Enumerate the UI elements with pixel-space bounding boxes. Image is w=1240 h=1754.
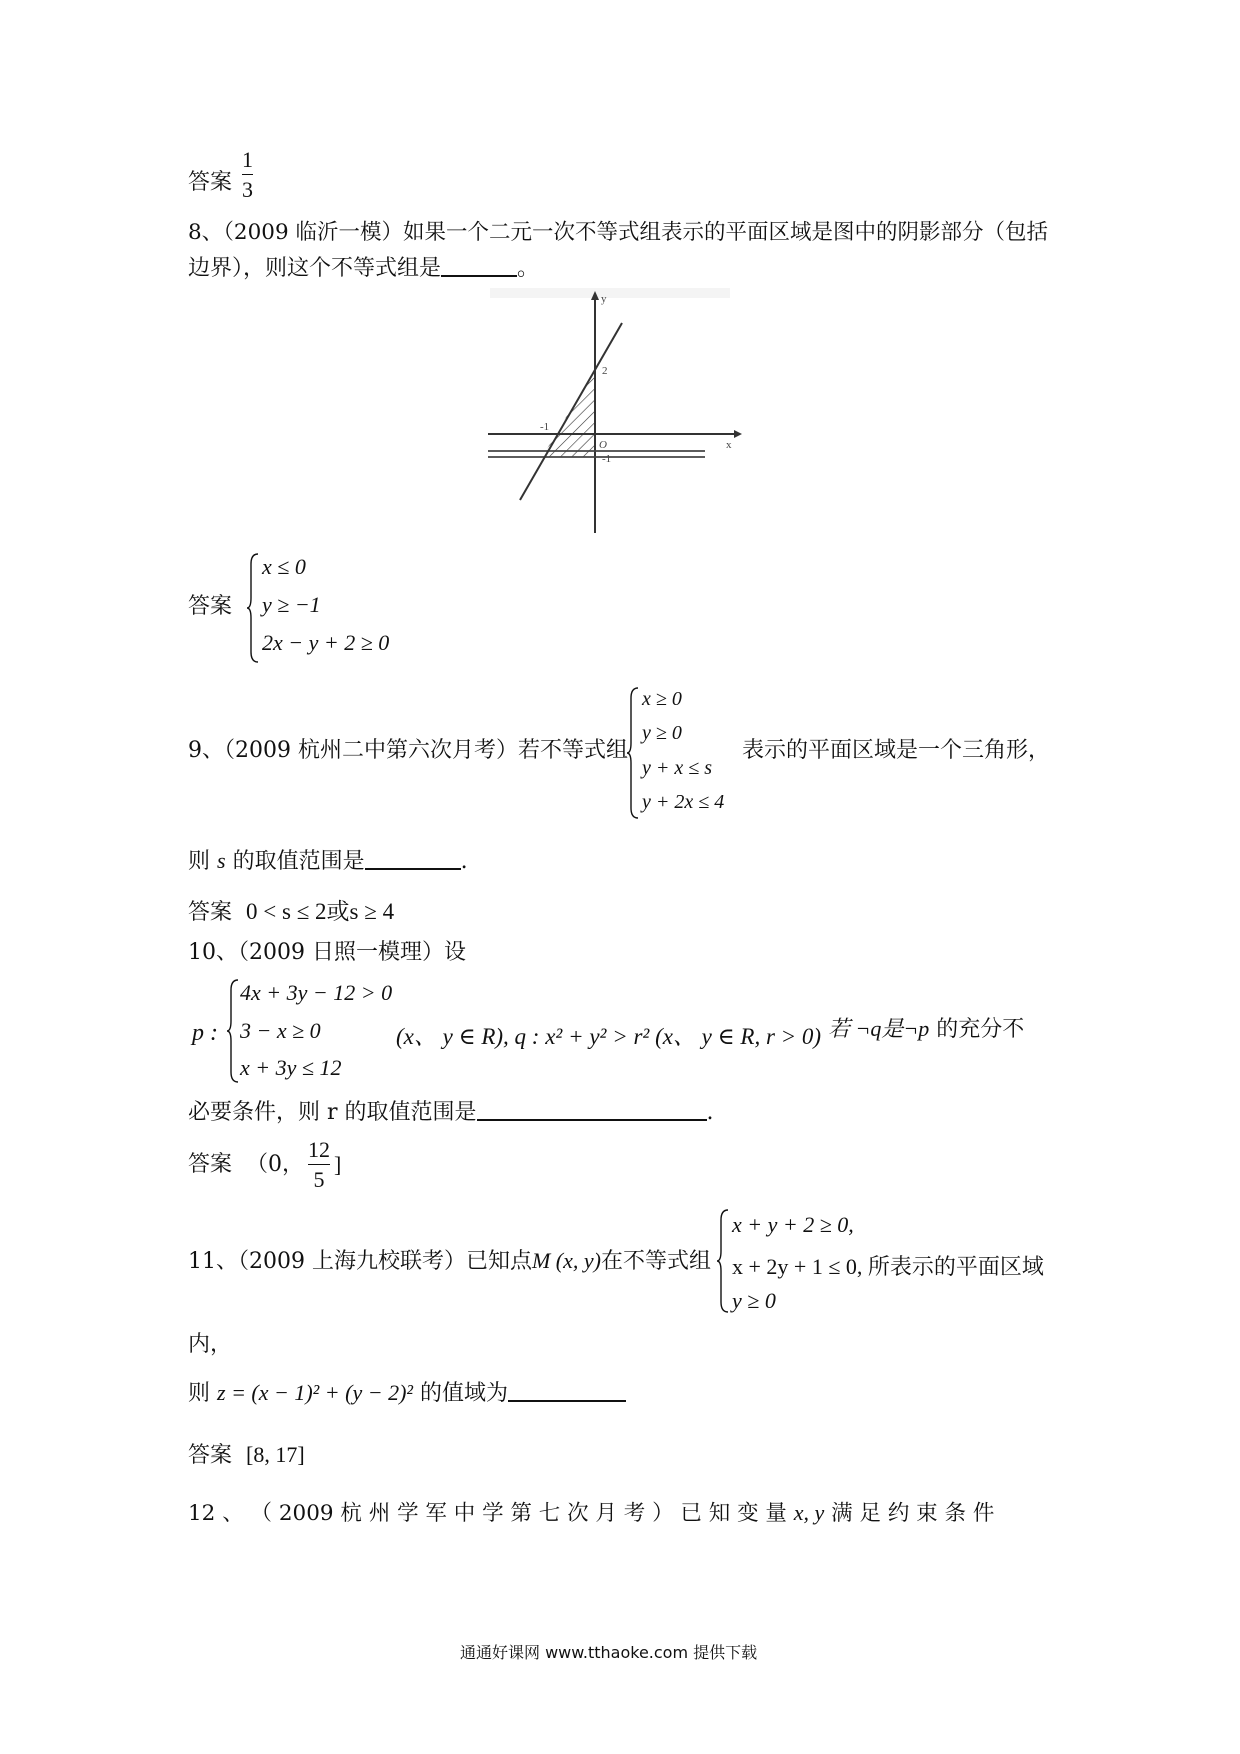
q11-sys-line2: x + 2y + 1 ≤ 0, 所表示的平面区域: [732, 1254, 1044, 1279]
q9-sys-line4: y + 2x ≤ 4: [642, 791, 725, 813]
graph-label-x: x: [726, 439, 732, 451]
graph-noise: [490, 288, 730, 298]
q10-condition: (x、 y ∈ R), q : x² + y² > r² (x、 y ∈ R, r > 0): [396, 1024, 822, 1049]
q10-answer-blank: [477, 1119, 707, 1121]
answer-9: 答案 0 < s ≤ 2或s ≥ 4: [188, 899, 395, 925]
q11-line3: 则 z = (x − 1)² + (y − 2)² 的值域为: [188, 1382, 626, 1405]
q9-answer-blank: [365, 868, 461, 870]
q11-brace: [716, 1208, 730, 1314]
q9-brace: [626, 686, 640, 820]
graph-label-origin: O: [599, 439, 607, 451]
q11-sys-line1: x + y + 2 ≥ 0,: [732, 1212, 854, 1237]
q8-answer-blank: [441, 275, 517, 277]
answer-8-label: 答案: [188, 594, 233, 619]
answer-7-label: 答案: [188, 170, 233, 195]
q10-sys-line1: 4x + 3y − 12 > 0: [240, 980, 393, 1005]
q12-text: 12 、 （ 2009 杭 州 学 军 中 学 第 七 次 月 考 ） 已 知 变 量 x, y 满 足 约 束 条 件: [188, 1500, 995, 1526]
q10-title: 10、（2009 日照一模理）设: [188, 940, 466, 965]
x-axis-arrow: [734, 430, 742, 438]
q11-line2: 内，: [188, 1332, 233, 1357]
graph-tick-neg1-x: -1: [540, 421, 550, 433]
q9-sys-line1: x ≥ 0: [642, 688, 682, 710]
answer-8-brace: [246, 552, 260, 664]
line-2x-y-2: [520, 323, 622, 500]
q10-condition-tail: 若 ¬q是¬p 的充分不: [828, 1016, 1025, 1042]
q9-text-line2: 则 s 的取值范围是 .: [188, 848, 468, 874]
graph-tick-neg1-y: -1: [602, 453, 612, 465]
answer-10: 答案 （0， $\frac{12}{5}$ ]: [188, 1137, 342, 1193]
q9-text-pre: 9、（2009 杭州二中第六次月考）若不等式组: [188, 738, 628, 763]
answer-7-fraction: $\frac{1}{3}$: [242, 147, 253, 203]
q10-sys-line2: 3 − x ≥ 0: [240, 1018, 321, 1043]
q10-sys-line3: x + 3y ≤ 12: [240, 1055, 342, 1080]
answer-8-line3: 2x − y + 2 ≥ 0: [262, 630, 390, 655]
graph-label-y: y: [601, 293, 607, 305]
q9-text-post: 表示的平面区域是一个三角形，: [742, 738, 1051, 763]
q10-line2: 必要条件，则 r 的取值范围是 .: [188, 1100, 714, 1125]
q10-brace: [226, 978, 240, 1084]
answer-8-line1: x ≤ 0: [262, 554, 306, 579]
q8-graph: [480, 288, 742, 538]
q11-sys-line3: y ≥ 0: [732, 1288, 776, 1313]
page-footer: 通通好课网 www.tthaoke.com 提供下载: [460, 1643, 758, 1662]
q8-text-line1: 8、（2009 临沂一模）如果一个二元一次不等式组表示的平面区域是图中的阴影部分（包括: [188, 220, 1048, 245]
q10-p-label: p :: [192, 1020, 218, 1046]
graph-tick-2: 2: [602, 365, 608, 377]
answer-11: 答案 [8, 17]: [188, 1442, 305, 1468]
answer-8-line2: y ≥ −1: [262, 592, 321, 617]
q11-text-pre: 11、（2009 上海九校联考）已知点M (x, y)在不等式组: [188, 1248, 712, 1274]
q9-sys-line2: y ≥ 0: [642, 722, 682, 744]
q9-sys-line3: y + x ≤ s: [642, 757, 713, 779]
q11-answer-blank: [508, 1400, 626, 1402]
q8-text-line2: 边界），则这个不等式组是 。: [188, 256, 540, 281]
